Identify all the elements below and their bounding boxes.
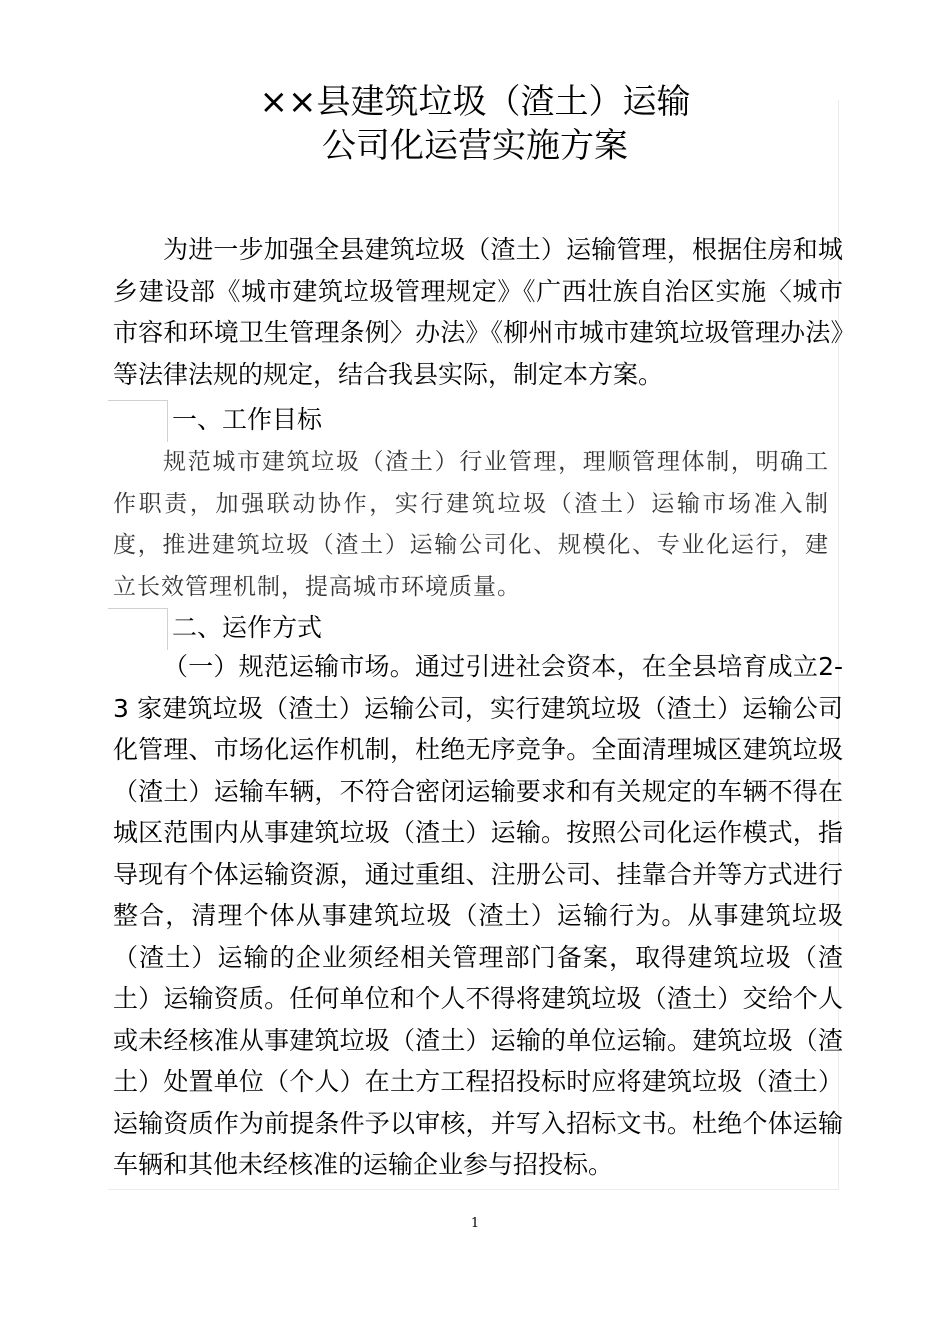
section-marker-box — [108, 400, 168, 442]
section-heading-goals: 一、工作目标 — [172, 405, 323, 434]
document-title-line-1: ××县建筑垃圾（渣土）运输 — [259, 82, 691, 122]
page-number: 1 — [470, 1216, 480, 1231]
page-frame-bottom-edge — [108, 1189, 839, 1190]
section-marker-box — [108, 608, 168, 650]
section-goals-body: 规范城市建筑垃圾（渣土）行业管理，理顺管理体制，明确工作职责，加强联动协作，实行建筑垃圾（渣土）运输市场准入制度，推进建筑垃圾（渣土）运输公司化、规模化、专业化运行，建立长效管理机制，提高城市环境质量。 — [113, 449, 829, 600]
intro-paragraph: 为进一步加强全县建筑垃圾（渣土）运输管理，根据住房和城乡建设部《城市建筑垃圾管理规定》《广西壮族自治区实施〈城市市容和环境卫生管理条例〉办法》《柳州市城市建筑垃圾管理办法》等法律法规的规定，结合我县实际，制定本方案。 — [113, 235, 843, 389]
section-operation-subsection-1: （一）规范运输市场。通过引进社会资本，在全县培育成立2-3 家建筑垃圾（渣土）运输公司，实行建筑垃圾（渣土）运输公司化管理、市场化运作机制，杜绝无序竞争。全面清理城区建筑垃圾（渣土）运输车辆，不符合密闭运输要求和有关规定的车辆不得在城区范围内从事建筑垃圾（渣土）运输。按照公司化运作模式，指导现有个体运输资源，通过重组、注册公司、挂靠合并等方式进行整合，清理个体从事建筑垃圾（渣土）运输行为。从事建筑垃圾（渣土）运输的企业须经相关管理部门备案，取得建筑垃圾（渣土）运输资质。任何单位和个人不得将建筑垃圾（渣土）交给个人或未经核准从事建筑垃圾（渣土）运输的单位运输。建筑垃圾（渣土）处置单位（个人）在土方工程招投标时应将建筑垃圾（渣土）运输资质作为前提条件予以审核，并写入招标文书。杜绝个体运输车辆和其他未经核准的运输企业参与招投标。 — [113, 652, 843, 1179]
section-heading-operation: 二、运作方式 — [172, 613, 323, 642]
document-title-line-2: 公司化运营实施方案 — [322, 126, 628, 166]
